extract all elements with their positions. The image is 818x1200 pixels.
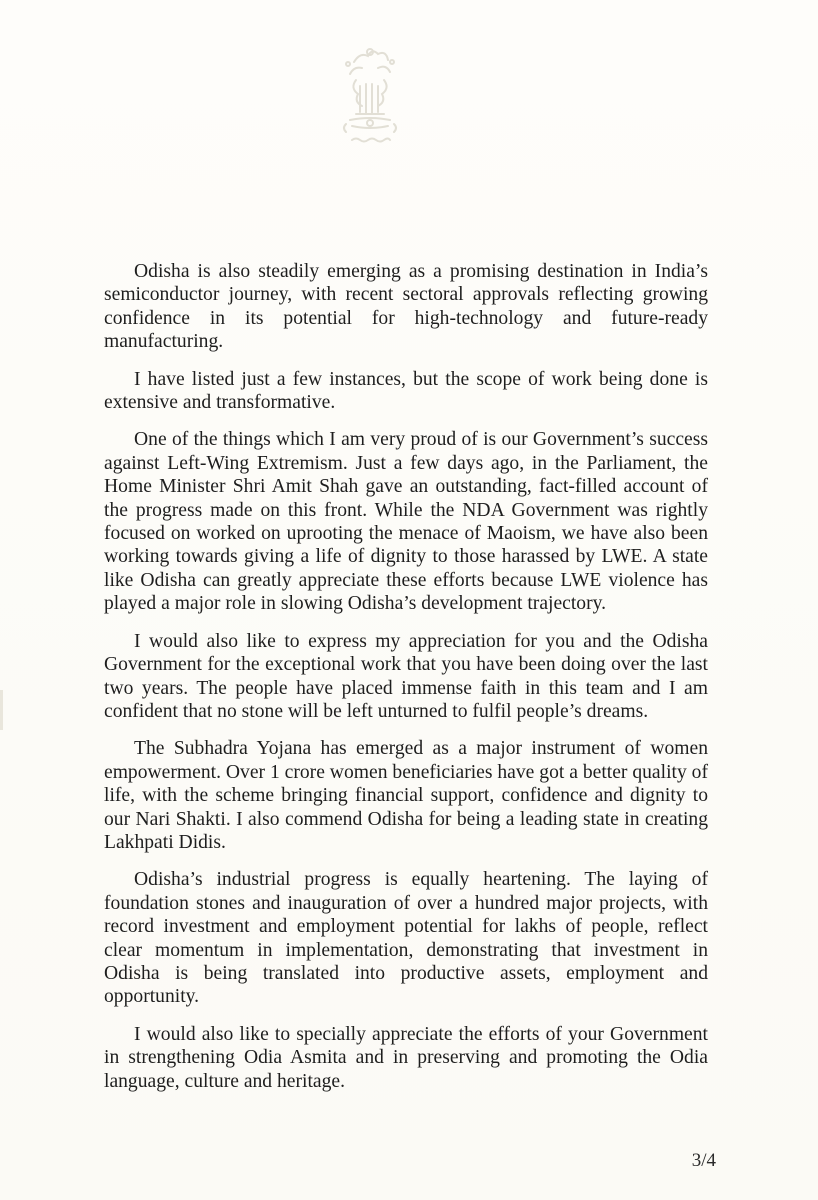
paragraph-subhadra-yojana: The Subhadra Yojana has emerged as a major instrument of women empowerment. Over 1 crore women beneficiaries have got a better quality of life, with the scheme bringing financial support, confidence and dignity to our Nari Shakti. I also commend Odisha for being a leading state in creating Lakhpati Didis. bbox=[104, 738, 708, 853]
paragraph-odia-asmita: I would also like to specially appreciate the efforts of your Government in strengthening Odia Asmita and in preserving and promoting the Odia language, culture and heritage. bbox=[104, 1023, 708, 1092]
national-emblem-icon bbox=[332, 40, 408, 152]
letter-body bbox=[104, 260, 708, 1107]
paragraph-appreciation: I would also like to express my appreciation for you and the Odisha Government for the exceptional work that you have been doing over the last two years. The people have placed immense faith in this team and I am confident that no stone will be left unturned to fulfil people’s dreams. bbox=[104, 630, 708, 722]
paragraph-scope-of-work: I have listed just a few instances, but the scope of work being done is extensive and transformative. bbox=[104, 368, 708, 414]
paragraph-industrial-progress: Odisha’s industrial progress is equally heartening. The laying of foundation stones and inauguration of over a hundred major projects, with record investment and employment potential for lakhs of people, reflect clear momentum in implementation, demonstrating that investment in Odisha is being translated into productive assets, employment and opportunity. bbox=[104, 869, 708, 1008]
paragraph-left-wing-extremism: One of the things which I am very proud of is our Government’s success against Left-Wing Extremism. Just a few days ago, in the Parliament, the Home Minister Shri Amit Shah gave an outstanding, fact-filled account of the progress made on this front. While the NDA Government was rightly focused on worked on uprooting the menace of Maoism, we have also been working towards giving a life of dignity to those harassed by LWE. A state like Odisha can greatly appreciate these efforts because LWE violence has played a major role in slowing Odisha’s development trajectory. bbox=[104, 429, 708, 615]
paragraph-semiconductor: Odisha is also steadily emerging as a promising destination in India’s semiconductor journey, with recent sectoral approvals reflecting growing confidence in its potential for high-technology and future-ready manufacturing. bbox=[104, 261, 708, 353]
page-number: 3/4 bbox=[691, 1150, 716, 1171]
paper-edge-mark bbox=[0, 690, 3, 730]
